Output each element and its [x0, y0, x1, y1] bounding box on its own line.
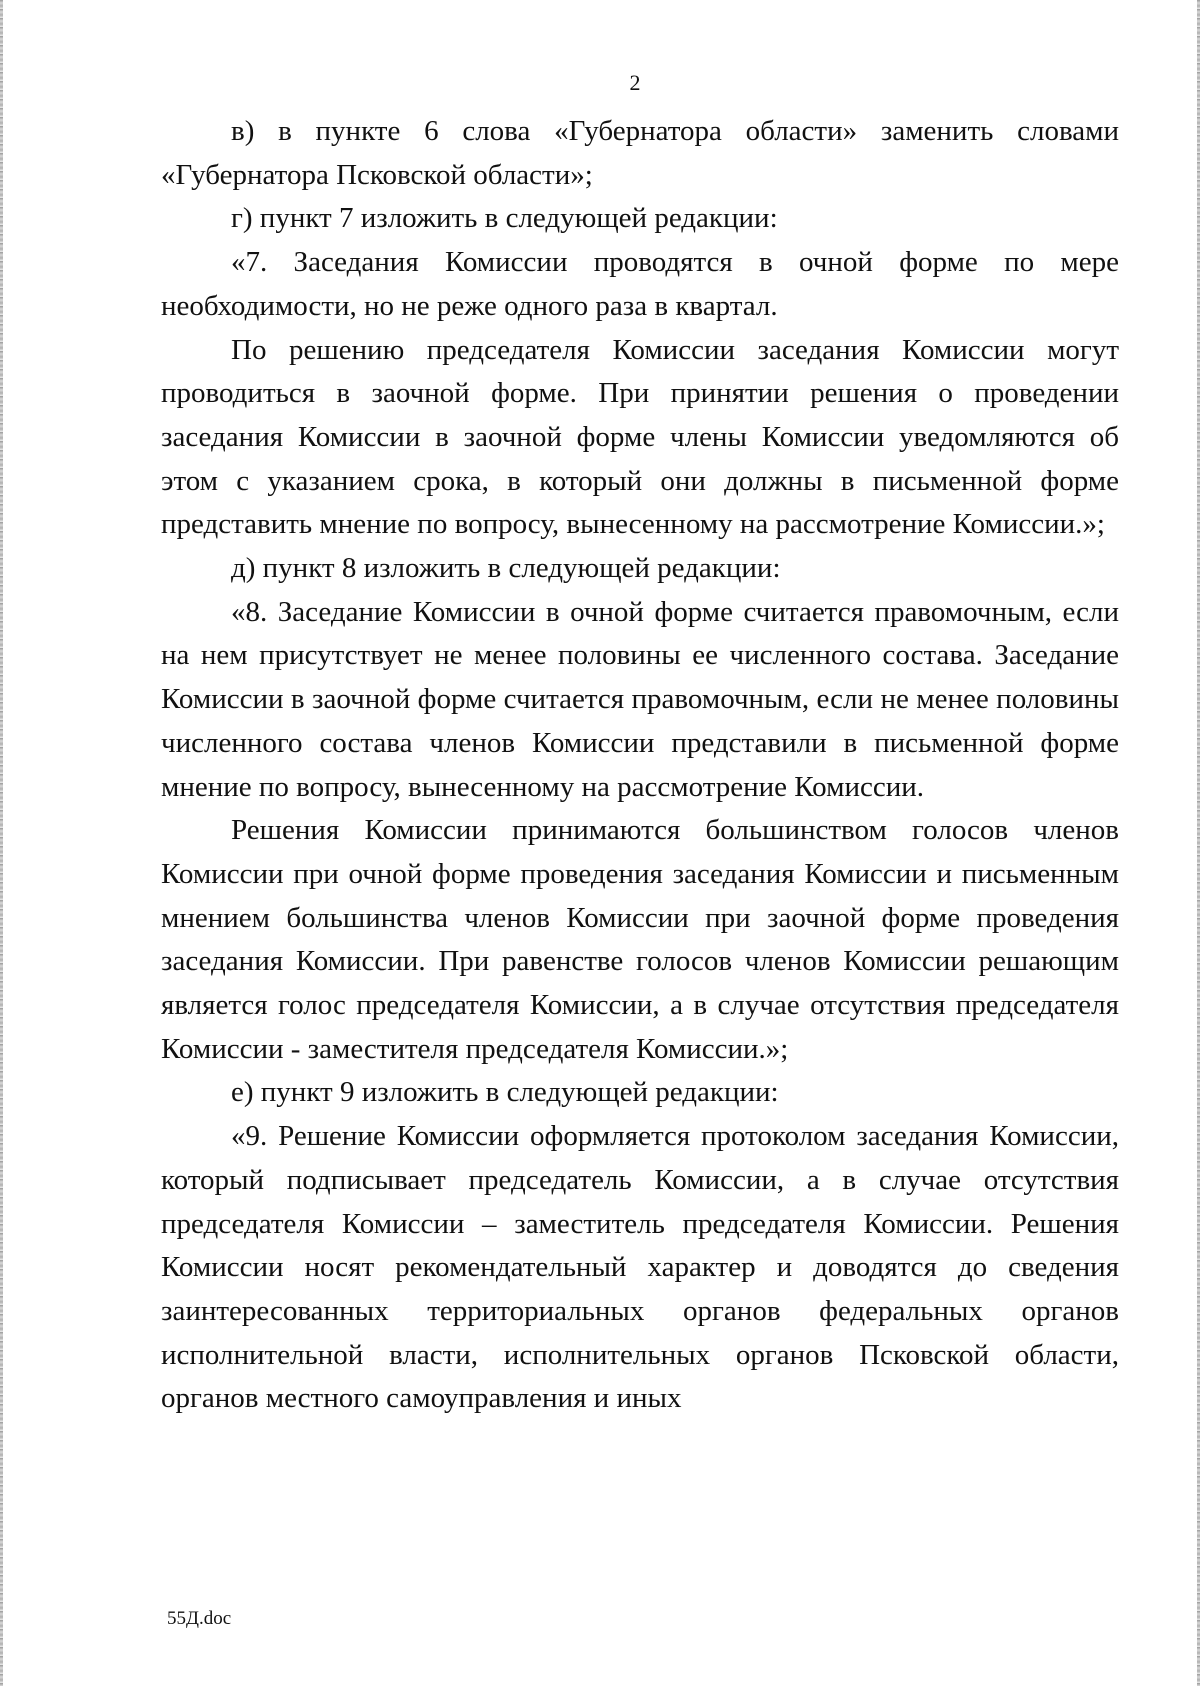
- paragraph-d: д) пункт 8 изложить в следующей редакции:: [231, 552, 781, 585]
- document-body: [161, 110, 1119, 1421]
- paragraph-v: в) в пункте 6 слова «Губернатора области» заменить словами «Губернатора Псковской области»;: [161, 115, 1119, 191]
- paragraph-point-7: «7. Заседания Комиссии проводятся в очной форме по мере необходимости, но не реже одного раза в квартал.: [161, 246, 1119, 322]
- paragraph-point-8: «8. Заседание Комиссии в очной форме считается правомочным, если на нем присутствует не менее половины ее численного состава. Заседание Комиссии в заочной форме считается правомочным, если не менее половины численного состава членов Комиссии представили в письменной форме мнение по вопросу, вынесенному на рассмотрение Комиссии.: [161, 595, 1119, 803]
- scan-edge-left: [0, 0, 3, 1686]
- paragraph-point-7-cont: По решению председателя Комиссии заседания Комиссии могут проводиться в заочной форме. При принятии решения о проведении заседания Комиссии в заочной форме члены Комиссии уведомляются об этом с указанием срока, в который они должны в письменной форме представить мнение по вопросу, вынесенному на рассмотрение Комиссии.»;: [161, 333, 1119, 541]
- paragraph-point-9: «9. Решение Комиссии оформляется протоколом заседания Комиссии, который подписывает председатель Комиссии, а в случае отсутствия председателя Комиссии – заместитель председателя Комиссии. Решения Комиссии носят рекомендательный характер и доводятся до сведения заинтересованных территориальных органов федеральных органов исполнительной власти, исполнительных органов Псковской области, органов местного самоуправления и иных: [161, 1120, 1119, 1415]
- paragraph-e: е) пункт 9 изложить в следующей редакции:: [231, 1076, 779, 1109]
- paragraph-point-8-cont: Решения Комиссии принимаются большинством голосов членов Комиссии при очной форме проведения заседания Комиссии и письменным мнением большинства членов Комиссии при заочной форме проведения заседания Комиссии. При равенстве голосов членов Комиссии решающим является голос председателя Комиссии, а в случае отсутствия председателя Комиссии - заместителя председателя Комиссии.»;: [161, 814, 1119, 1065]
- footer-filename: 55Д.doc: [167, 1608, 232, 1629]
- paragraph-g: г) пункт 7 изложить в следующей редакции:: [231, 202, 778, 235]
- page-number: 2: [629, 70, 641, 95]
